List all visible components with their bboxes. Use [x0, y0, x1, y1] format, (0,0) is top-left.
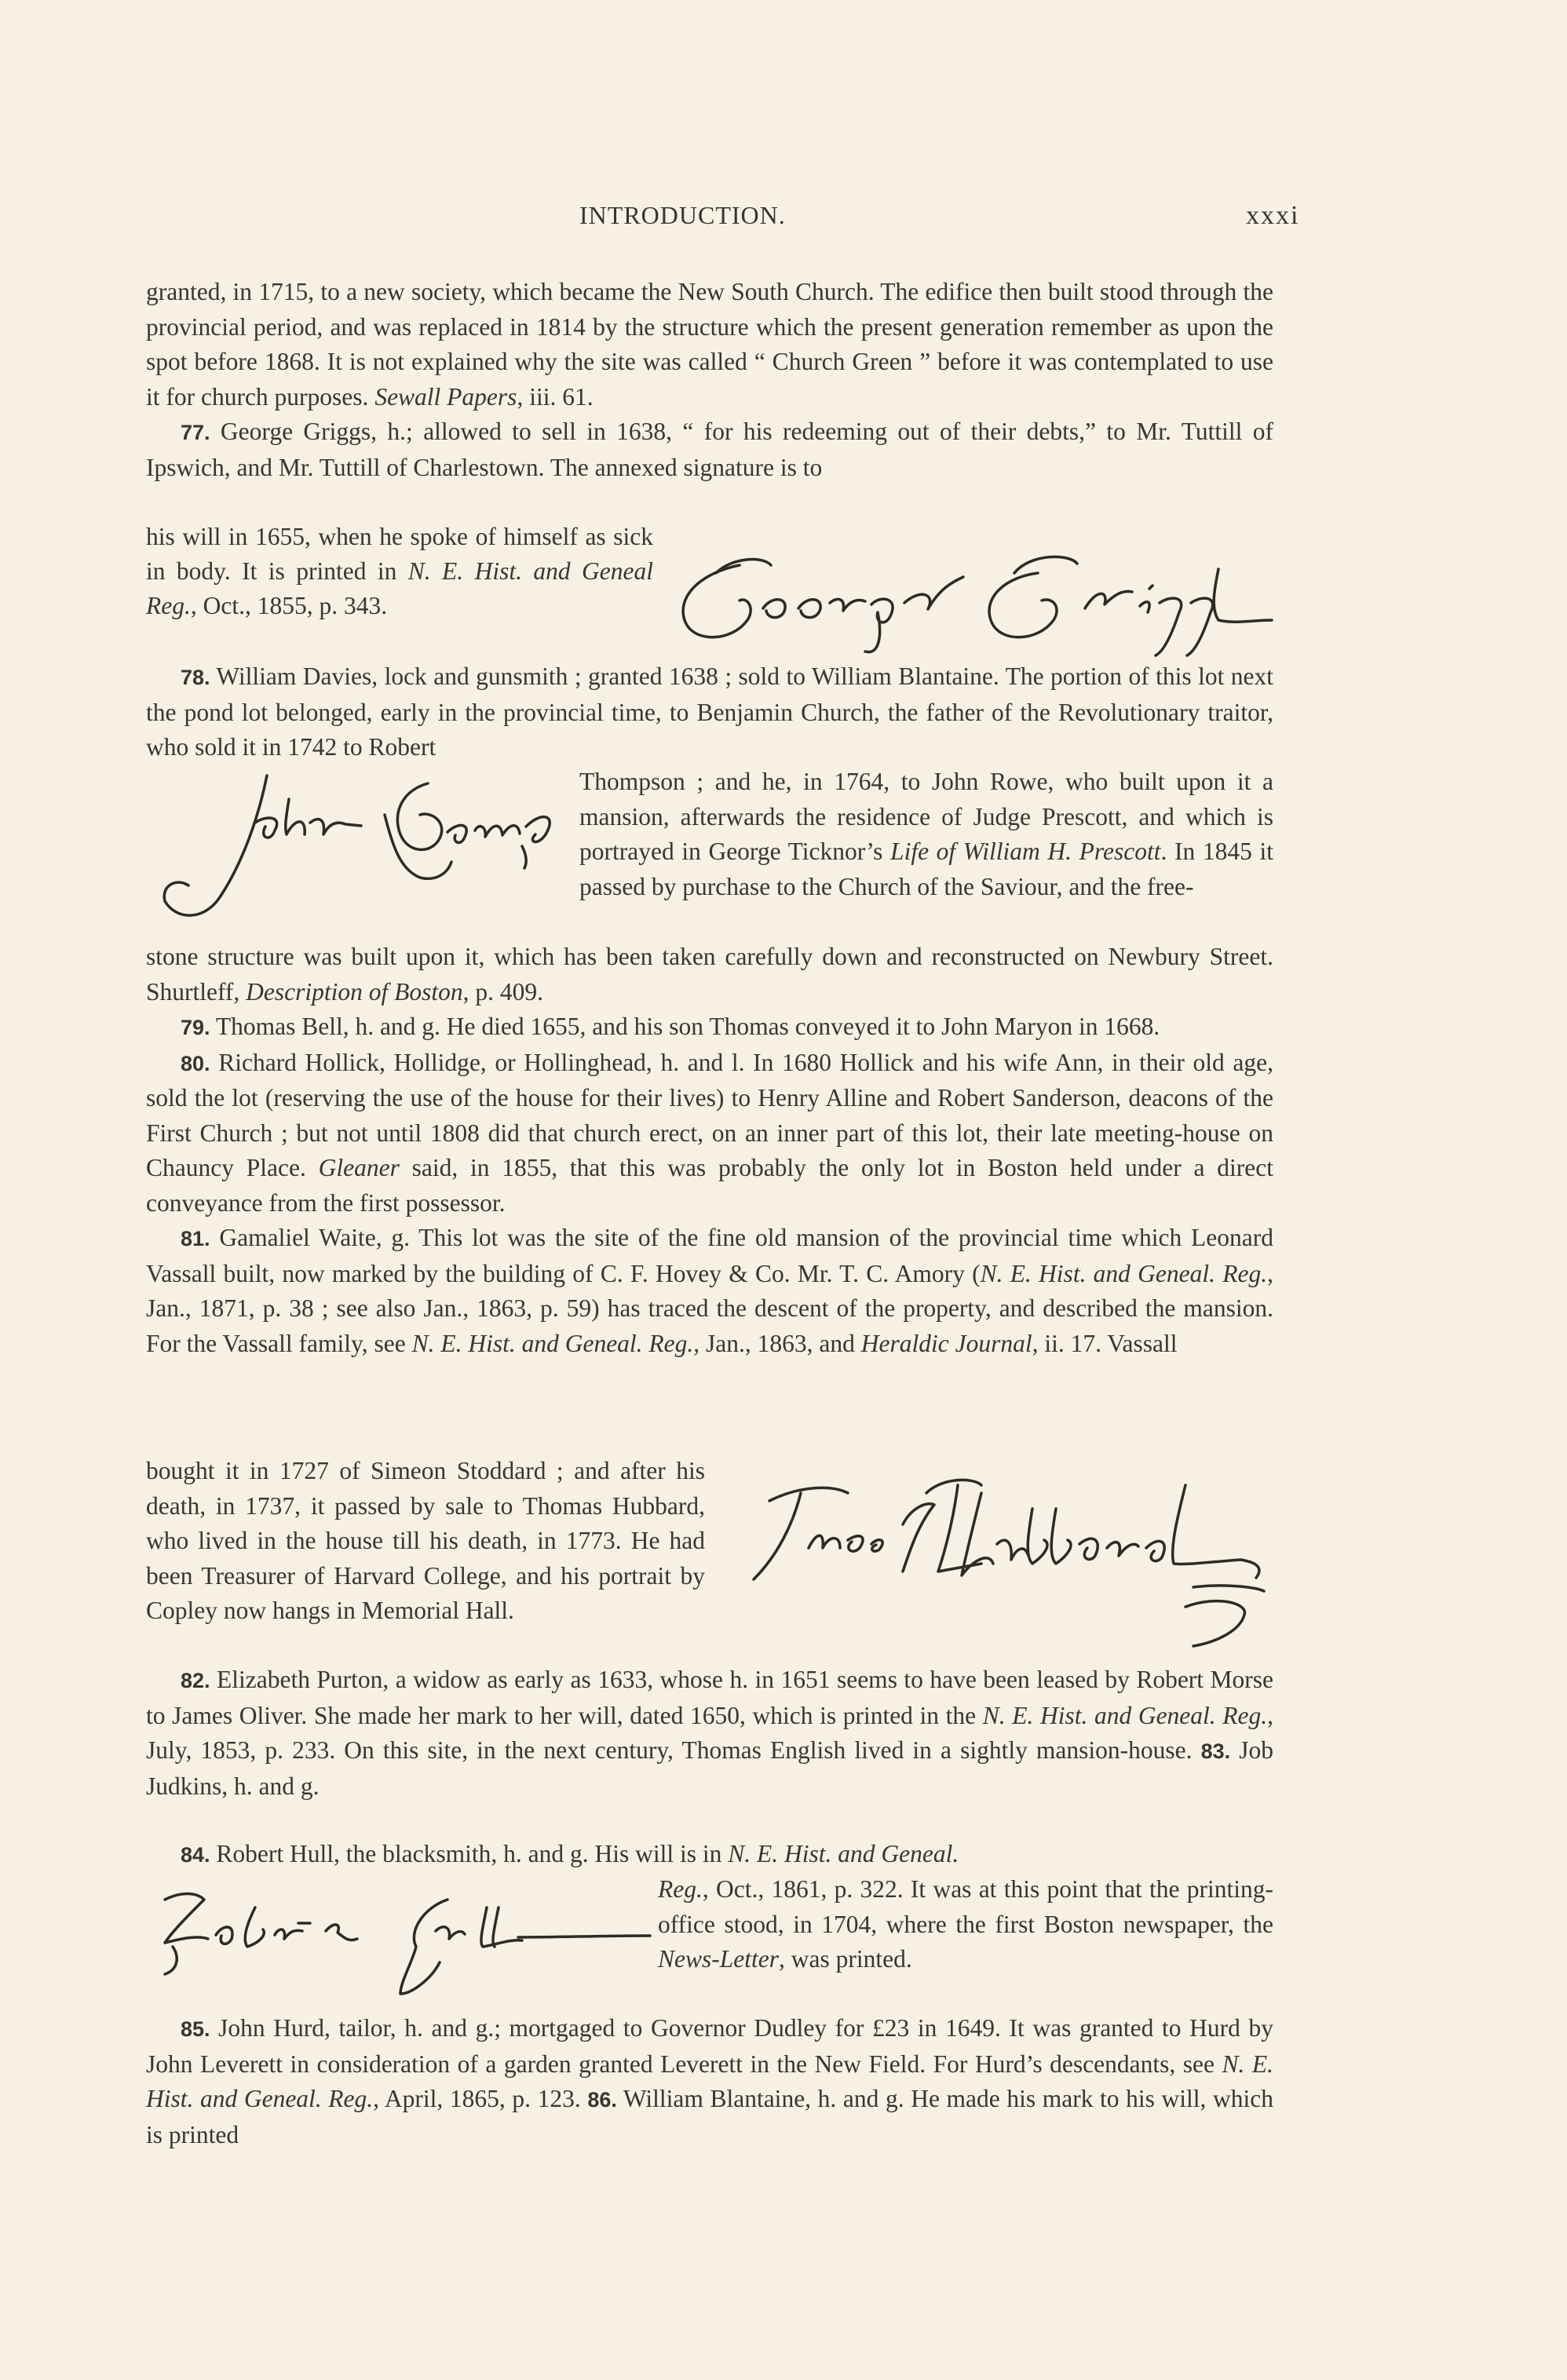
running-head: INTRODUCTION. [579, 201, 786, 229]
entry-78-continuation: stone structure was built upon it, which has been taken carefully down and reconstructed on Newbury Street. Shurtleff, Description of Boston, p. 409. [146, 943, 1273, 1006]
entry-77: 77. George Griggs, h.; allowed to sell in 1638, “ for his redeeming out of their debts,” to Mr. Tuttill of Ipswich, and Mr. Tuttill of Charlestown. The annexed signature is to [146, 418, 1273, 481]
entry-79: 79. Thomas Bell, h. and g. He died 1655, and his son Thomas conveyed it to John Maryon in 1668. [181, 1013, 1160, 1040]
entry-81-side-text: bought it in 1727 of Simeon Stoddard ; and after his death, in 1737, it passed by sale to Thomas Hubbard, who lived in the house till his death, in 1773. He had been Treasurer of Harvard College, and his portrait by Copley now hangs in Memorial Hall. [146, 1457, 705, 1624]
entry-82: 82. Elizabeth Purton, a widow as early as 1633, whose h. in 1651 seems to have been leased by Robert Morse to James Oliver. She made her mark to her will, dated 1650, which is printed in the N. E. Hist. and Geneal. Reg., July, 1853, p. 233. On this site, in the next century, Thomas English lived in a sightly mansion-house. 83. Job Judkins, h. and g. [146, 1666, 1273, 1800]
entry-78: 78. William Davies, lock and gunsmith ; granted 1638 ; sold to William Blantaine. The portion of this lot next the pond lot belonged, early in the provincial time, to Benjamin Church, the father of the Revolutionary traitor, who sold it in 1742 to Robert [146, 663, 1273, 761]
signature-robert-hull [149, 1884, 652, 2002]
signature-john-rowe [149, 768, 565, 925]
text-block-82 [146, 1663, 1273, 1804]
entry-77-side-text: his will in 1655, when he spoke of himself as sick in body. It is printed in N. E. Hist. and Geneal Reg., Oct., 1855, p. 343. [146, 523, 653, 619]
entry-78-side-text: Thompson ; and he, in 1764, to John Rowe, who built upon it a mansion, afterwards the residence of Judge Prescott, and which is portrayed in George Ticknor’s Life of William H. Prescott. In 1845 it passed by purchase to the Church of the Saviour, and the free- [579, 768, 1273, 900]
entry-85: 85. John Hurd, tailor, h. and g.; mortgaged to Governor Dudley for £23 in 1649. It was granted to Hurd by John Leverett in consideration of a garden granted Leverett in the New Field. For Hurd’s descendants, see N. E. Hist. and Geneal. Reg., April, 1865, p. 123. 86. William Blantaine, h. and g. He made his mark to his will, which is printed [146, 2014, 1273, 2148]
paragraph-continuation: granted, in 1715, to a new society, which became the New South Church. The edifice then built stood through the provincial period, and was replaced in 1814 by the structure which the present generation remember as upon the spot before 1868. It is not explained why the site was called “ Church Green ” before it was contemplated to use it for church purposes. Sewall Papers, iii. 61. [146, 278, 1273, 411]
text-block-middle [146, 940, 1273, 1361]
entry-84-side-text: Reg., Oct., 1861, p. 322. It was at this point that the printing-office stood, in 1704, where the first Boston newspaper, the News-Letter, was printed. [658, 1875, 1273, 1973]
signature-thomas-hubbard [722, 1469, 1272, 1658]
text-block-78 [146, 659, 1273, 765]
text-block-top [146, 275, 1273, 485]
entry-80: 80. Richard Hollick, Hollidge, or Hollinghead, h. and l. In 1680 Hollick and his wife Ann, in their old age, sold the lot (reserving the use of the house for their lives) to Henry Alline and Robert Sanderson, deacons of the First Church ; but not until 1808 did that church erect, on an inner part of this lot, their late meeting-house on Chauncy Place. Gleaner said, in 1855, that this was probably the only lot in Boston held under a direct conveyance from the first possessor. [146, 1048, 1274, 1217]
entry-84: 84. Robert Hull, the blacksmith, h. and g. His will is in N. E. Hist. and Geneal. [181, 1840, 959, 1867]
page-number: xxxi [1246, 201, 1300, 230]
signature-george-griggs [669, 542, 1273, 659]
text-block-84 [146, 1837, 1273, 1873]
entry-81: 81. Gamaliel Waite, g. This lot was the site of the fine old mansion of the provincial time which Leonard Vassall built, now marked by the building of C. F. Hovey & Co. Mr. T. C. Amory (N. E. Hist. and Geneal. Reg., Jan., 1871, p. 38 ; see also Jan., 1863, p. 59) has traced the descent of the property, and described the mansion. For the Vassall family, see N. E. Hist. and Geneal. Reg., Jan., 1863, and Heraldic Journal, ii. 17. Vassall [146, 1224, 1273, 1357]
text-block-85 [146, 2011, 1273, 2152]
